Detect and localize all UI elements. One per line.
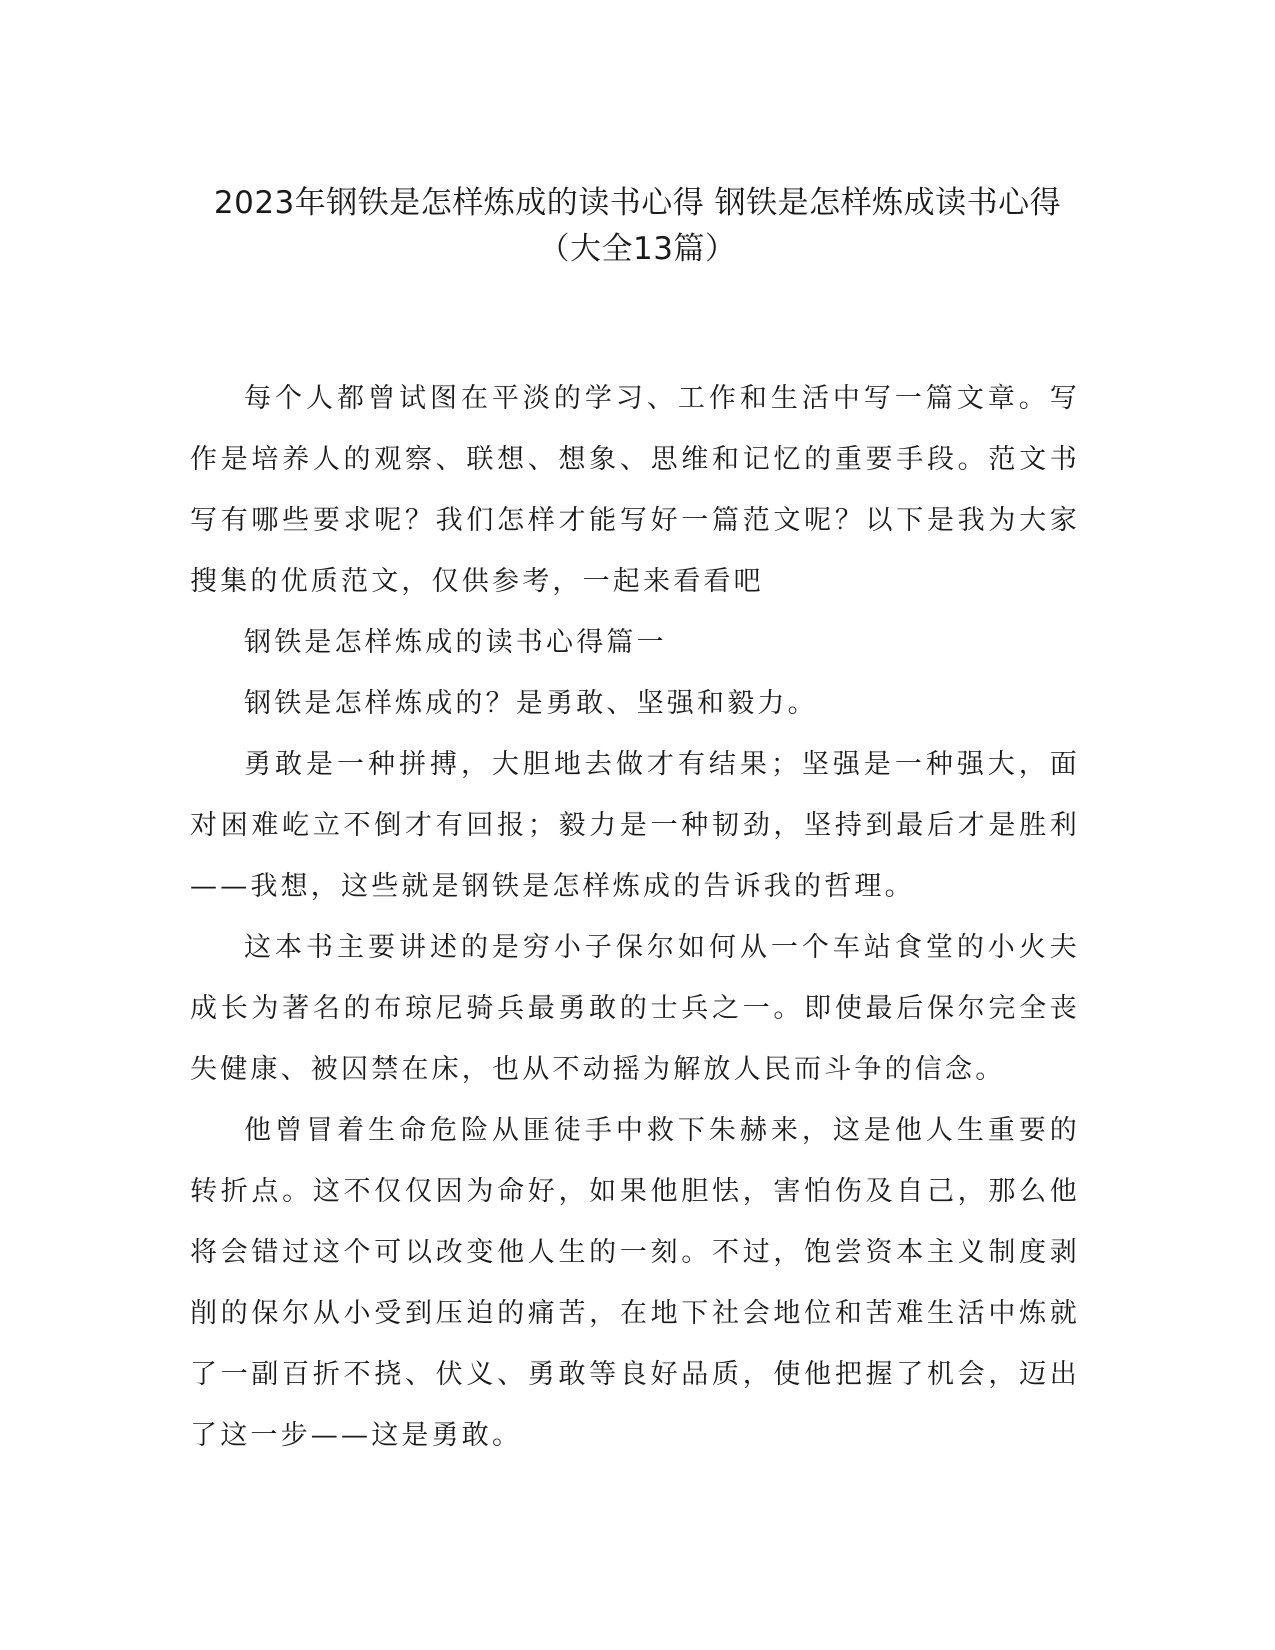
intro-paragraph: 每个人都曾试图在平淡的学习、工作和生活中写一篇文章。写作是培养人的观察、联想、想象、思维和记忆的重要手段。范文书写有哪些要求呢？我们怎样才能写好一篇范文呢？以下是我为大家搜集的优质范文，仅供参考，一起来看看吧 bbox=[190, 383, 1080, 597]
title-line-1: 2023年钢铁是怎样炼成的读书心得 钢铁是怎样炼成读书心得 bbox=[213, 185, 1062, 221]
body-paragraph: 勇敢是一种拼搏，大胆地去做才有结果；坚强是一种强大，面对困难屹立不倒才有回报；毅力是一种韧劲，坚持到最后才是胜利——我想，这些就是钢铁是怎样炼成的告诉我的哲理。 bbox=[190, 749, 1080, 902]
body-paragraph: 这本书主要讲述的是穷小子保尔如何从一个车站食堂的小火夫成长为著名的布琼尼骑兵最勇敢的士兵之一。即使最后保尔完全丧失健康、被囚禁在床，也从不动摇为解放人民而斗争的信念。 bbox=[190, 932, 1080, 1085]
body-paragraph: 钢铁是怎样炼成的？是勇敢、坚强和毅力。 bbox=[244, 688, 818, 719]
document-title bbox=[160, 180, 1115, 272]
title-line-2: （大全13篇） bbox=[538, 231, 737, 267]
body-paragraph: 他曾冒着生命危险从匪徒手中救下朱赫来，这是他人生重要的转折点。这不仅仅因为命好，如果他胆怯，害怕伤及自己，那么他将会错过这个可以改变他人生的一刻。不过，饱尝资本主义制度剥削的保尔从小受到压迫的痛苦，在地下社会地位和苦难生活中炼就了一副百折不挠、伏义、勇敢等良好品质，使他把握了机会，迈出了这一步——这是勇敢。 bbox=[190, 1115, 1080, 1451]
document-body bbox=[190, 368, 1080, 1466]
section-heading: 钢铁是怎样炼成的读书心得篇一 bbox=[244, 627, 667, 658]
